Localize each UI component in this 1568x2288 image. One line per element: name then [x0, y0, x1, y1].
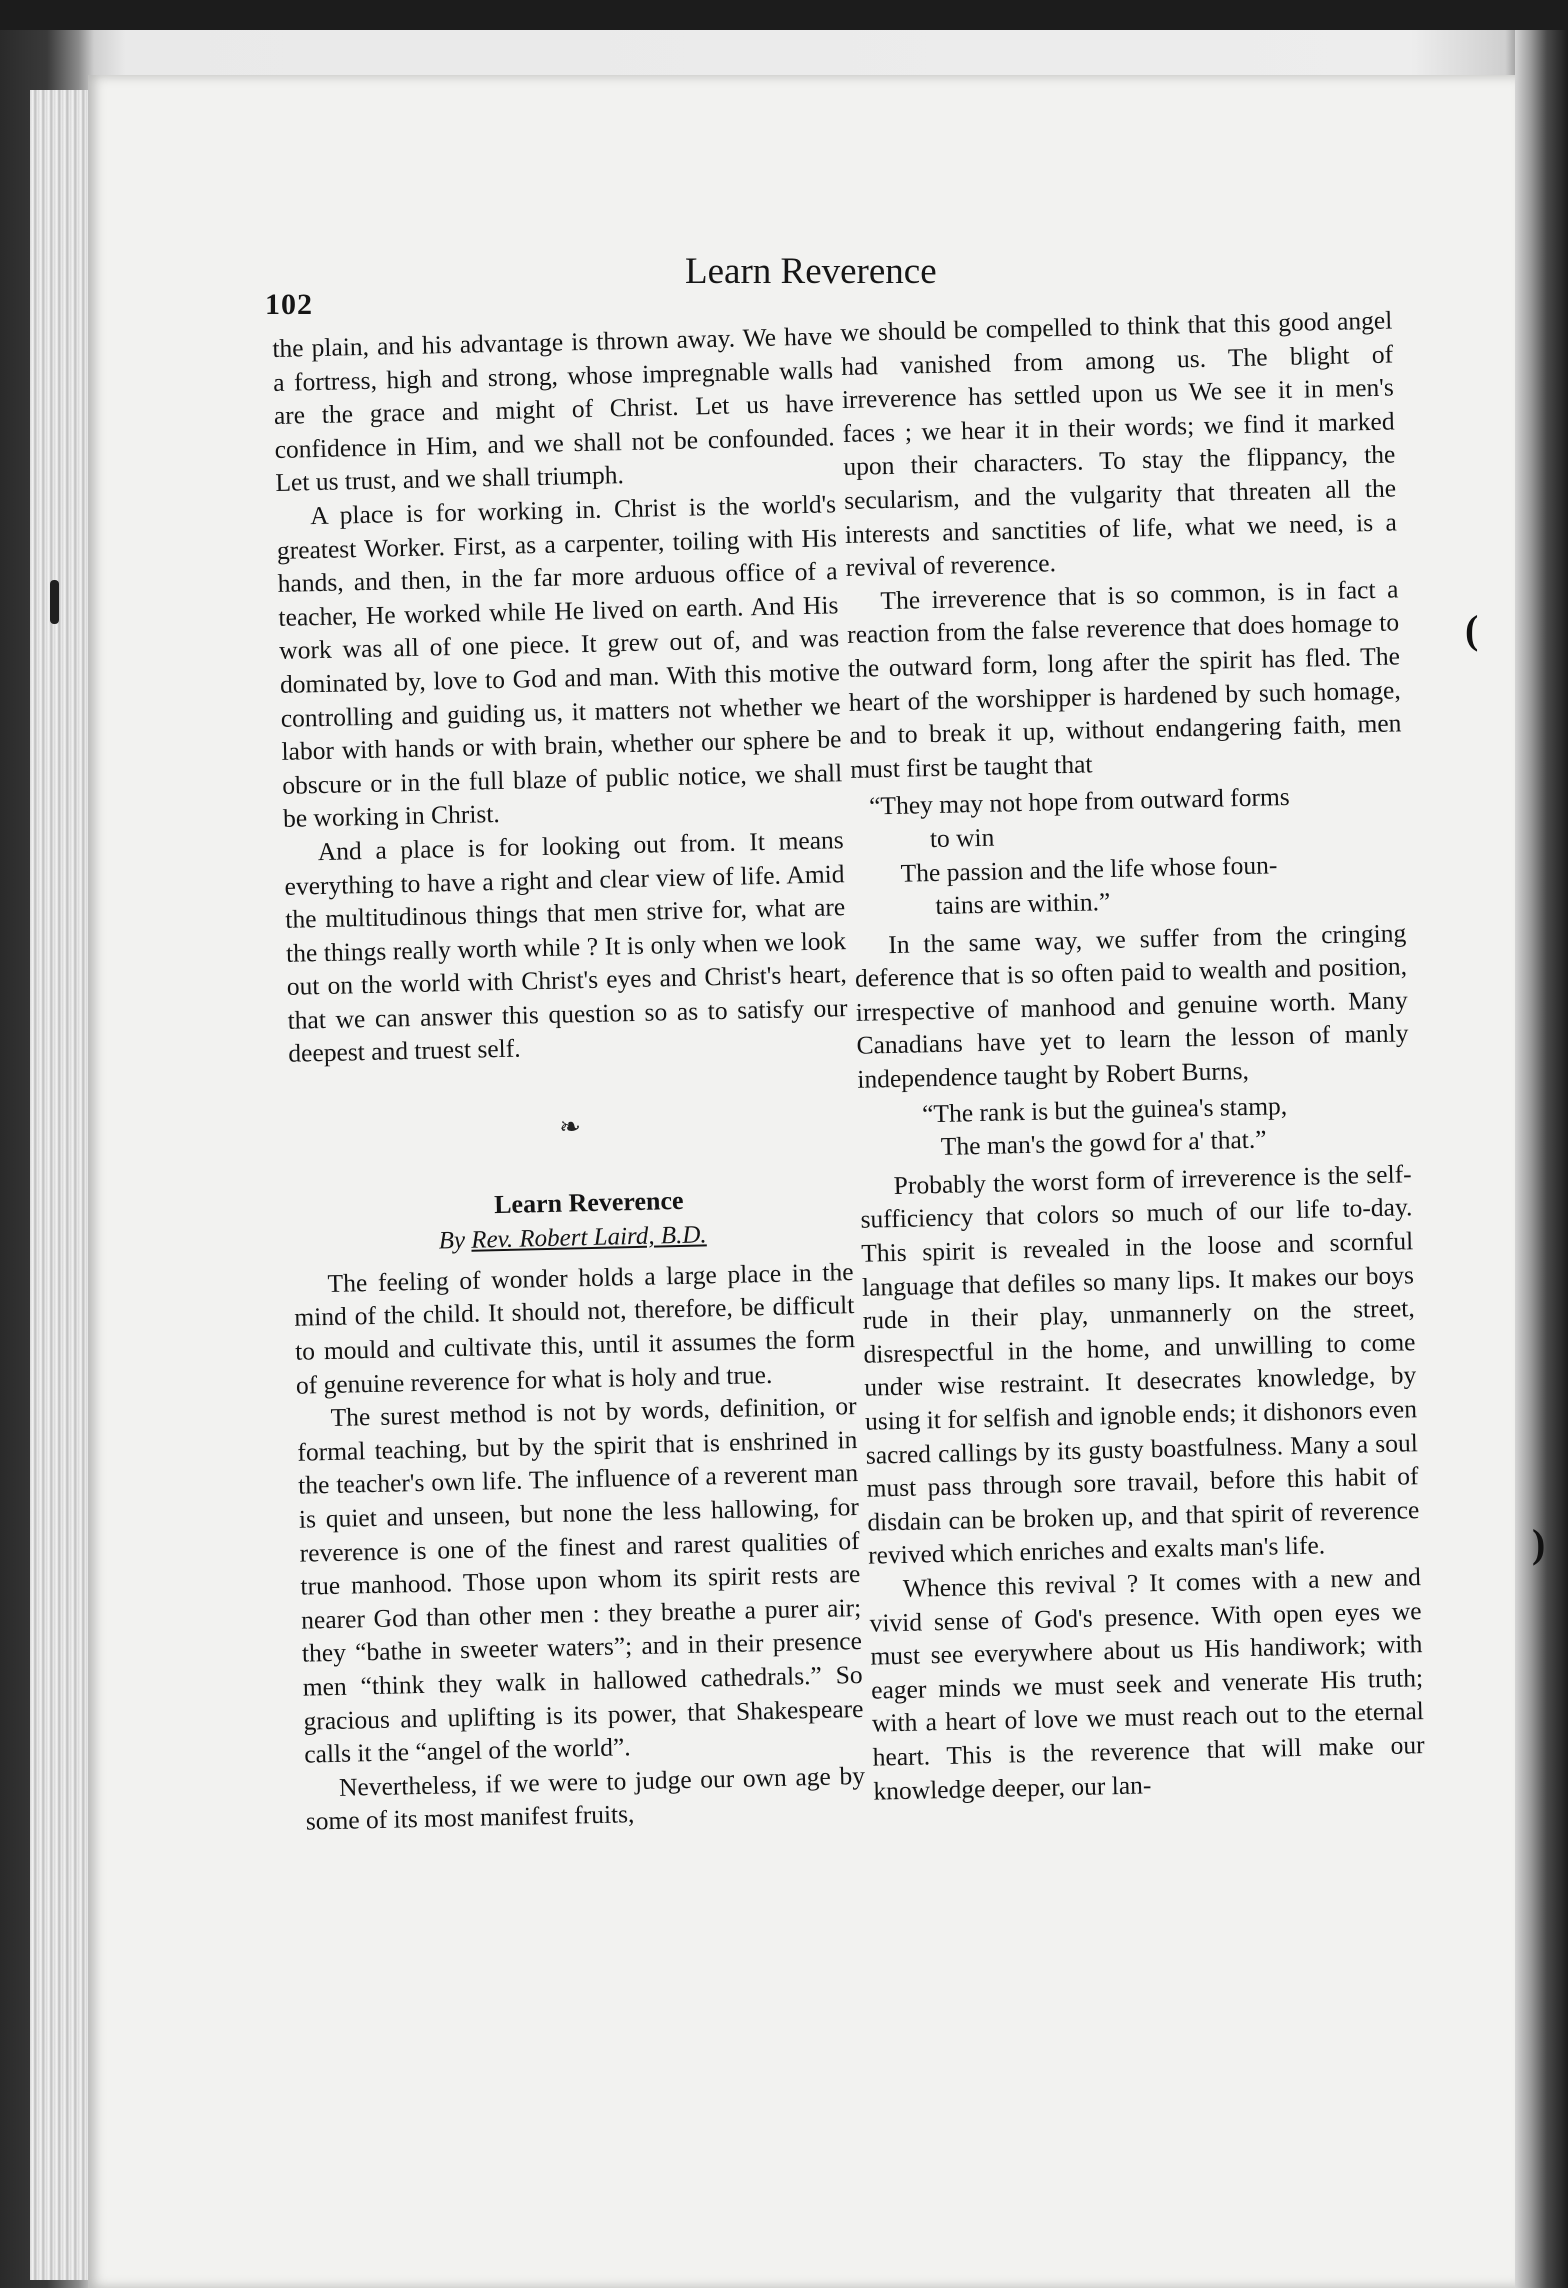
paragraph: And a place is for looking out from. It means everything to have a right and clear view of life. Amid the multitudinous things that men strive for, what are the things really worth while ? It is only when we look out on the world with Christ's eyes and Christ's heart, that we can answer this question so as to satisfy our deepest and truest self.	[284, 825, 848, 1069]
paragraph: In the same way, we suffer from the cringing deference that is so often paid to wealth and position, irrespective of manhood and genuine worth. Many Canadians have yet to learn the lesson of manly independence taught by Robert Burns,	[854, 918, 1409, 1094]
book-right-edge	[1515, 30, 1568, 2288]
page-header	[265, 250, 1425, 321]
margin-paren-mark-lower: )	[1532, 1521, 1546, 1566]
verse-line: The man's the gowd for a' that.”	[940, 1124, 1267, 1162]
verse-line: “The rank is but the guinea's stamp,	[921, 1090, 1288, 1128]
section-ornament: ❧	[558, 1112, 582, 1142]
margin-paren-mark: (	[1465, 607, 1479, 652]
paragraph: The surest method is not by words, definition, or formal teaching, but by the spirit that is enshrined in the teacher's own life. The influence of a reverent man is quiet and unseen, but none the less hallowing, for reverence is one of the finest and rarest qualities of true manhood. Those upon whom its spirit rests are nearer God than other men : they breathe a purer air; they “bathe in sweeter waters”; and in their presence men “think they walk in hallowed cathedrals.” So gracious and uplifting is its power, that Shakespeare calls it the “angel of the world”.	[297, 1391, 864, 1769]
verse-quote-burns	[858, 1086, 1411, 1166]
verse-line: tains are within.”	[935, 887, 1111, 921]
paragraph: Probably the worst form of irreverence is the self-sufficiency that colors so much of our life to-day. This spirit is revealed in the loose and scornful language that defiles so many lips. It makes our boys rude in their play, unmannerly on the street, disrespectful in the home, and unwilling to come under wise restraint. It desecrates knowledge, by using it for selfish and ignoble ends; it dishonors even sacred callings by its gusty boastfulness. Many a soul must pass through sore travail, before this habit of disdain can be broken up, and that spirit of reverence revived which enriches and exalts man's life.	[860, 1159, 1420, 1571]
page-number: 102	[265, 288, 313, 321]
left-column	[272, 319, 866, 1838]
verse-line: “They may not hope from outward forms	[868, 782, 1290, 821]
verse-line: to win	[929, 822, 995, 853]
right-column	[840, 303, 1426, 1807]
paragraph: A place is for working in. Christ is the world's greatest Worker. First, as a carpenter, toiling with His hands, and then, in the far more arduous office of a teacher, He worked while He lived on earth. And His work was all of one piece. It grew out of, and was dominated by, love to God and man. With this motive controlling and guiding us, it matters not whether we labor with hands or with brain, whether our sphere be obscure or in the full blaze of public notice, we shall be working in Christ.	[276, 489, 843, 834]
article-title: Learn Reverence	[493, 1185, 684, 1219]
running-title: Learn Reverence	[685, 251, 937, 292]
margin-mark	[50, 580, 59, 624]
paragraph: Nevertheless, if we were to judge our own age by some of its most manifest fruits,	[305, 1760, 866, 1836]
verse-line: The passion and the life whose foun-	[900, 849, 1278, 888]
paragraph: The irreverence that is so common, is in fact a reaction from the false reverence that does homage to the outward form, long after the spirit has fled. The heart of the worshipper is hardened by such homage, and to break it up, without endangering faith, men must first be taught that	[846, 574, 1402, 784]
paragraph: The feeling of wonder holds a large place in the mind of the child. It should not, therefore, be difficult to mould and cultivate this, until it assumes the form of genuine reverence for what is holy and true.	[294, 1256, 856, 1400]
paragraph: we should be compelled to think that this good angel had vanished from among us. The blight of irreverence has settled upon us We see it in men's faces ; we hear it in their words; we find it marked upon their characters. To stay the flippancy, the secularism, and the vulgarity that threaten all the interests and sanctities of life, what we need, is a revival of reverence.	[840, 305, 1398, 583]
byline-author: Rev. Robert Laird, B.D.	[470, 1221, 707, 1254]
paragraph: Whence this revival ? It comes with a new and vivid sense of God's presence. With open eyes we must see everywhere about us His handiwork; with eager minds we must seek and venerate His truth; with a heart of love we must reach out to the eternal heart. This is the reverence that will make our knowledge deeper, our lan-	[869, 1562, 1425, 1806]
verse-quote	[851, 778, 1406, 925]
paragraph: the plain, and his advantage is thrown away. We have a fortress, high and strong, whose impregnable walls are the grace and might of Christ. Let us have confidence in Him, and we shall not be confounded. Let us trust, and we shall triumph.	[272, 321, 835, 498]
byline-prefix: By	[438, 1226, 472, 1255]
